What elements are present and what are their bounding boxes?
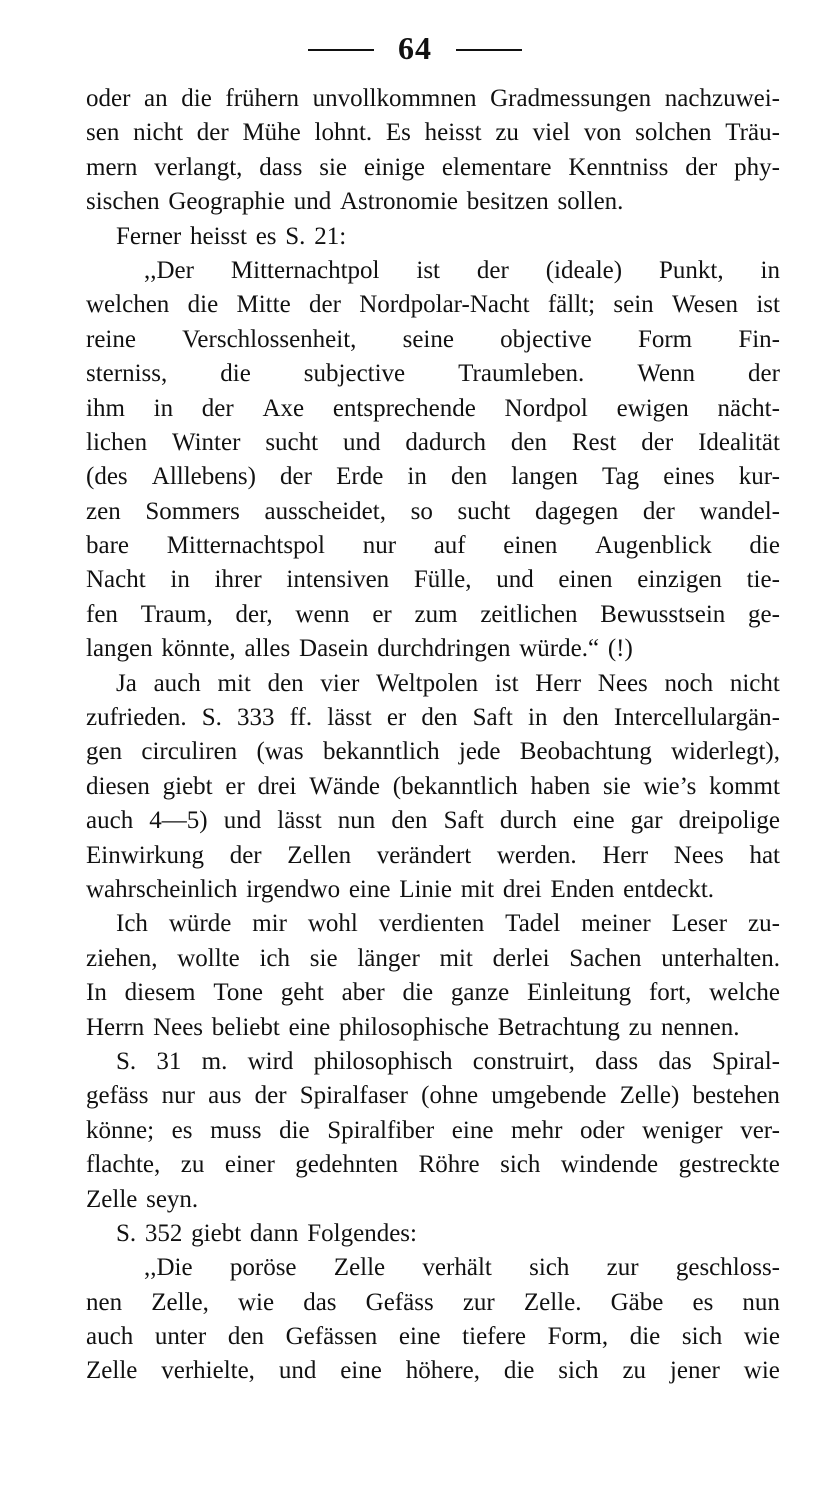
- text-line: sen nicht der Mühe lohnt. Es heisst zu viel von solchen Träu-: [86, 119, 780, 147]
- text-line: welchen die Mitte der Nordpolar-Nacht fällt; sein Wesen ist: [86, 291, 780, 319]
- text-body: [86, 82, 780, 1389]
- text-line: Ja auch mit den vier Weltpolen ist Herr Nees noch nicht: [116, 669, 780, 697]
- text-line: ,,Der Mitternachtpol ist der (ideale) Punkt, in: [144, 256, 780, 284]
- text-line: wahrscheinlich irgendwo eine Linie mit drei Enden entdeckt.: [86, 875, 715, 903]
- text-line: lichen Winter sucht und dadurch den Rest der Idealität: [86, 428, 780, 456]
- text-line: auch 4—5) und lässt nun den Saft durch eine gar dreipolige: [86, 807, 780, 835]
- text-line: könne; es muss die Spiralfiber eine mehr oder weniger ver-: [86, 1116, 780, 1144]
- text-line: auch unter den Gefässen eine tiefere Form, die sich wie: [86, 1323, 780, 1351]
- text-line: Nacht in ihrer intensiven Fülle, und einen einzigen tie-: [86, 566, 780, 594]
- text-line: langen könnte, alles Dasein durchdringen würde.“ (!): [86, 635, 633, 663]
- text-line: fen Traum, der, wenn er zum zeitlichen Bewusstsein ge-: [86, 600, 780, 628]
- text-line: oder an die frühern unvollkommnen Gradmessungen nachzuwei-: [86, 85, 780, 112]
- text-line: ,,Die poröse Zelle verhält sich zur geschloss-: [144, 1254, 780, 1282]
- text-line: Herrn Nees beliebt eine philosophische Betrachtung zu nennen.: [86, 1013, 740, 1041]
- text-line: diesen giebt er drei Wände (bekanntlich haben sie wie’s kommt: [86, 772, 780, 800]
- text-line: reine Verschlossenheit, seine objective Form Fin-: [86, 325, 780, 353]
- text-line: mern verlangt, dass sie einige elementare Kenntniss der phy-: [86, 153, 780, 181]
- text-line: bare Mitternachtspol nur auf einen Augenblick die: [86, 532, 780, 560]
- page-header: [0, 28, 830, 68]
- text-line: flachte, zu einer gedehnten Röhre sich windende gestreckte: [86, 1151, 780, 1179]
- text-line: Ich würde mir wohl verdienten Tadel meiner Leser zu-: [116, 910, 780, 938]
- text-line: zen Sommers ausscheidet, so sucht dagegen der wandel-: [86, 497, 780, 525]
- text-line: Einwirkung der Zellen verändert werden. Herr Nees hat: [86, 841, 780, 869]
- text-line: Ferner heisst es S. 21:: [116, 222, 347, 250]
- text-line: ziehen, wollte ich sie länger mit derlei Sachen unterhalten.: [86, 944, 780, 972]
- page-number: 64: [398, 29, 432, 66]
- text-line: ihm in der Axe entsprechende Nordpol ewigen nächt-: [86, 394, 780, 422]
- text-line: S. 352 giebt dann Folgendes:: [116, 1219, 417, 1247]
- header-dash-right: [456, 49, 522, 51]
- header-dash-left: [308, 49, 374, 51]
- text-line: gefäss nur aus der Spiralfaser (ohne umgebende Zelle) bestehen: [86, 1082, 780, 1110]
- text-line: (des Alllebens) der Erde in den langen Tag eines kur-: [86, 463, 780, 491]
- text-line: gen circuliren (was bekanntlich jede Beobachtung widerlegt),: [86, 738, 780, 766]
- text-line: sterniss, die subjective Traumleben. Wenn der: [86, 360, 780, 388]
- text-line: Zelle seyn.: [86, 1185, 199, 1213]
- text-line: zufrieden. S. 333 ff. lässt er den Saft in den Intercellulargän-: [86, 704, 780, 732]
- text-line: nen Zelle, wie das Gefäss zur Zelle. Gäbe es nun: [86, 1288, 780, 1316]
- text-line: Zelle verhielte, und eine höhere, die sich zu jener wie: [86, 1357, 780, 1385]
- text-line: In diesem Tone geht aber die ganze Einleitung fort, welche: [86, 979, 780, 1007]
- text-line: S. 31 m. wird philosophisch construirt, dass das Spiral-: [116, 1047, 780, 1075]
- text-line: sischen Geographie und Astronomie besitzen sollen.: [86, 188, 624, 216]
